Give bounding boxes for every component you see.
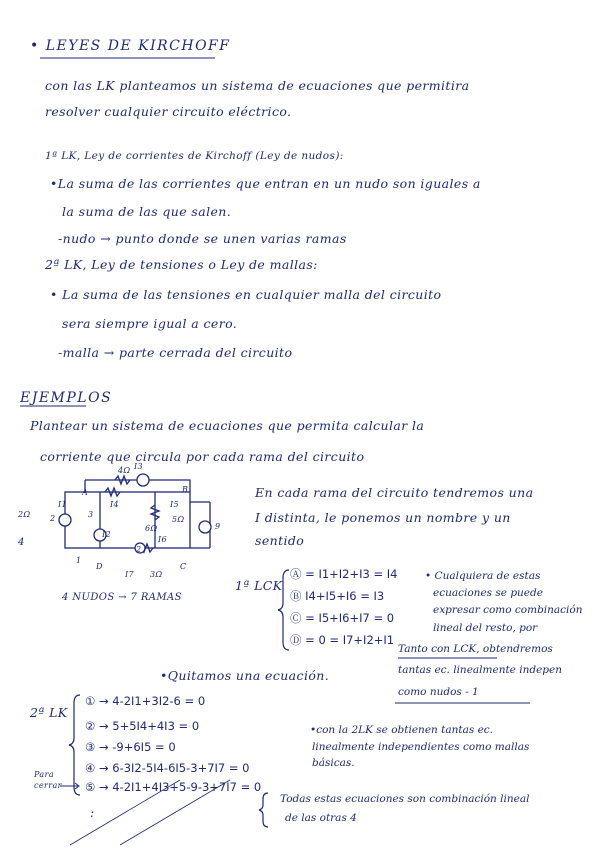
label-4ohm: 4Ω (118, 466, 131, 475)
current-i7: I7 (125, 570, 135, 579)
label-3ohm: 3Ω (150, 570, 163, 579)
examples-intro-1: Plantear un sistema de ecuaciones que permita calcular la (30, 418, 425, 433)
examples-intro-2: corriente que circula por cada rama del circuito (40, 449, 365, 464)
examples-heading: EJEMPLOS (20, 390, 113, 406)
lck-body-3: -nudo → punto donde se unen varias ramas (58, 231, 347, 246)
lck-heading: 1ª LK, Ley de corrientes de Kirchoff (Ley de nudos): (45, 150, 344, 162)
lck-eq-d: Ⓓ = 0 = I7+I2+I1 (290, 633, 395, 647)
lck-note-4: lineal del resto, por (433, 622, 538, 634)
branch-note-1: En cada rama del circuito tendremos una (255, 485, 534, 500)
final-brace (259, 793, 268, 827)
page-title: • LEYES DE KIRCHOFF (30, 38, 231, 54)
lck-note-5: Tanto con LCK, obtendremos (398, 643, 553, 655)
lk2-note-2: linealmente independientes como mallas (312, 741, 530, 753)
lck-body-1: •La suma de las corrientes que entran en un nudo son iguales a (50, 176, 481, 191)
current-i2: I2 (102, 530, 112, 539)
side-label-1: Para (34, 770, 54, 779)
node-b: B (182, 485, 189, 494)
lck-body-2: la suma de las que salen. (62, 204, 232, 219)
lvk-heading: 2ª LK, Ley de tensiones o Ley de mallas: (45, 257, 318, 272)
lk2-brace (69, 695, 80, 795)
node-c: C (180, 562, 187, 571)
source-left (59, 514, 71, 526)
lck-label: 1ª LCK (235, 578, 283, 593)
lk2-note-3: básicas. (312, 757, 355, 769)
lck-eq-b: Ⓑ I4+I5+I6 = I3 (290, 589, 385, 603)
lvk-body-3: -malla → parte cerrada del circuito (58, 345, 293, 360)
current-i6: I6 (158, 535, 168, 544)
lk2-eq-2: ② → 5+5I4+4I3 = 0 (85, 719, 200, 733)
lck-note-3: expresar como combinación (433, 604, 583, 616)
lk2-eq-4: ④ → 6-3I2-5I4-6I5-3+7I7 = 0 (85, 761, 250, 775)
lck-eq-c: Ⓒ = I5+I6+I7 = 0 (290, 611, 395, 625)
node-a: A (82, 488, 89, 497)
label-4: 4 (18, 537, 25, 548)
label-5ohm: 5Ω (172, 515, 185, 524)
lck-note-2: ecuaciones se puede (433, 587, 543, 599)
node-d: D (96, 562, 103, 571)
lck-eq-a: Ⓐ = I1+I2+I3 = I4 (290, 567, 398, 581)
lk2-note-1: •con la 2LK se obtienen tantas ec. (310, 724, 494, 736)
remove-eq: •Quitamos una ecuación. (160, 668, 330, 683)
lk2-label: 2ª LK (30, 705, 68, 720)
current-i1: I1 (58, 500, 68, 509)
branch-note-2: I distinta, le ponemos un nombre y un (255, 510, 511, 525)
label-2b: 2 (136, 545, 142, 554)
current-i4: I4 (110, 500, 120, 509)
label-9: 9 (215, 522, 221, 531)
lck-note-1: • Cualquiera de estas (425, 570, 541, 582)
lvk-body-1: • La suma de las tensiones en cualquier malla del circuito (50, 287, 442, 302)
lk2-eq-5: ⑤ → 4-2I1+4I3+5-9-3+7I7 = 0 (85, 780, 262, 794)
label-2: 2 (50, 514, 56, 523)
lck-note-7: como nudos - 1 (398, 686, 479, 698)
final-note-1: Todas estas ecuaciones son combinación lineal (280, 793, 530, 805)
lk2-eq-3: ③ → -9+6I5 = 0 (85, 740, 176, 754)
label-1: 1 (76, 556, 82, 565)
label-3: 3 (88, 510, 94, 519)
lck-note-6: tantas ec. linealmente indepen (398, 664, 562, 676)
lk2-eq-1: ① → 4-2I1+3I2-6 = 0 (85, 694, 206, 708)
source-right (199, 521, 211, 533)
circuit-caption: 4 NUDOS → 7 RAMAS (62, 592, 182, 603)
source-top (137, 474, 149, 486)
label-2ohm: 2Ω (18, 510, 31, 519)
intro-line-2: resolver cualquier circuito eléctrico. (45, 104, 292, 119)
current-i3: I3 (134, 462, 144, 471)
lvk-body-2: sera siempre igual a cero. (62, 316, 238, 331)
current-i5: I5 (170, 500, 180, 509)
label-6ohm: 6Ω (145, 524, 158, 533)
branch-note-3: sentido (255, 533, 305, 548)
side-label-2: cerrar (34, 781, 62, 790)
continuation-dots: : (90, 805, 95, 820)
final-note-2: de las otras 4 (285, 812, 357, 824)
intro-line-1: con las LK planteamos un sistema de ecuaciones que permitira (45, 78, 470, 93)
